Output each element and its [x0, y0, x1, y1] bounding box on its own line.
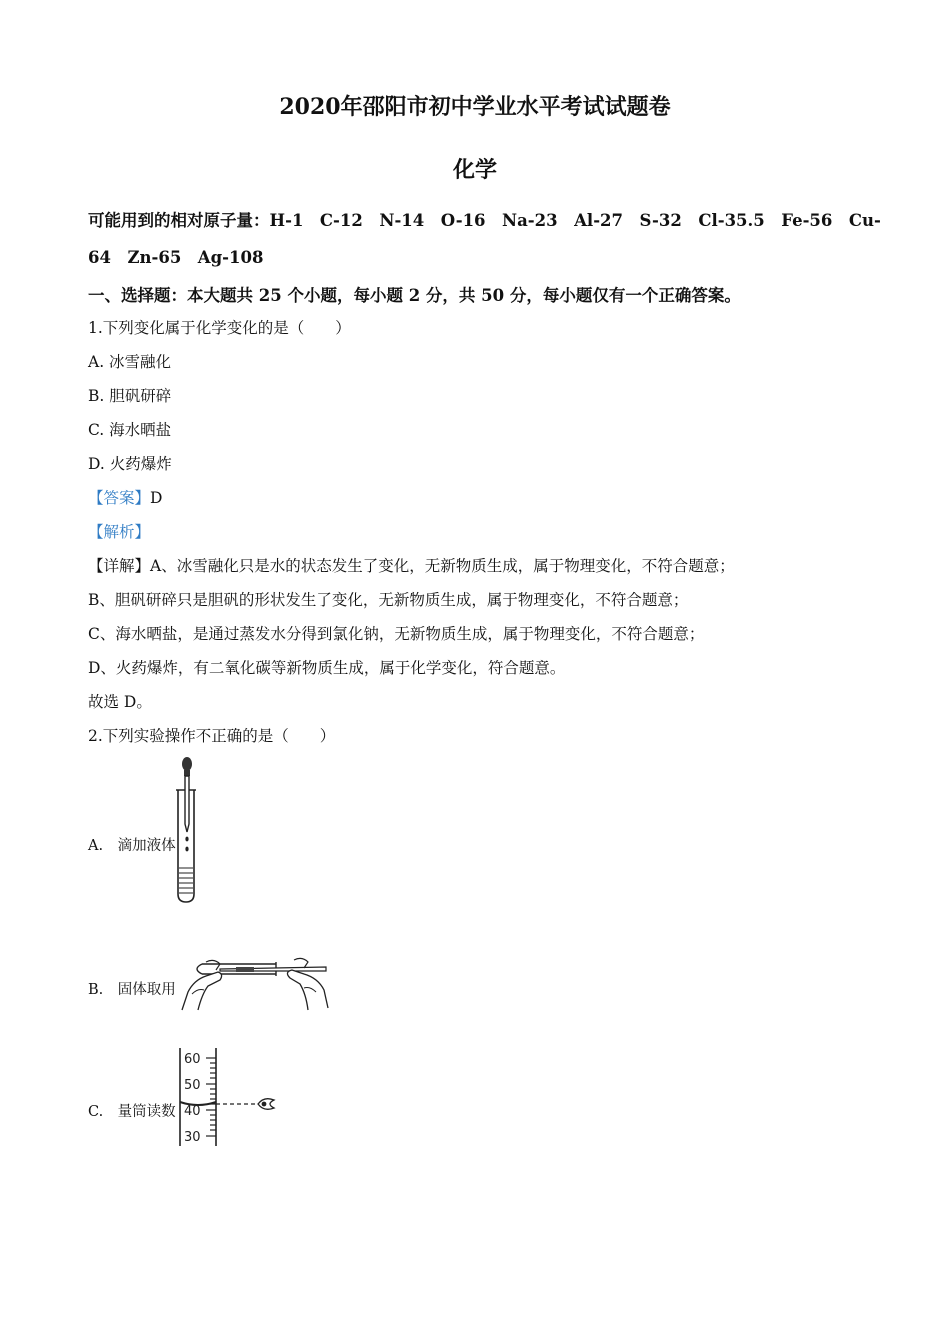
q1-option-a: A. 冰雪融化: [88, 353, 172, 371]
atomic-masses-line1: [88, 207, 881, 231]
subject-title: 化学: [452, 157, 497, 183]
cylinder-tick-40: 40: [184, 1104, 201, 1119]
section-heading: 一、选择题：本大题共 25 个小题，每小题 2 分，共 50 分，每小题仅有一个正确答案。: [88, 286, 741, 305]
atomic-masses-label: 可能用到的相对原子量：: [88, 211, 270, 230]
cylinder-tick-60: 60: [184, 1052, 201, 1067]
q2-option-a-label: A. 滴加液体: [88, 838, 176, 854]
atomic-masses-values-2: 64 Zn-65 Ag-108: [88, 248, 264, 267]
detail-line-b: B、胆矾研碎只是胆矾的形状发生了变化，无新物质生成，属于物理变化，不符合题意；: [88, 591, 689, 609]
hands-test-tube-icon: [180, 950, 330, 1012]
q1-answer: [88, 486, 162, 508]
q1-option-b: B. 胆矾研碎: [88, 387, 172, 405]
page-title: 2020年邵阳市初中学业水平考试试题卷: [279, 94, 671, 120]
graduated-cylinder-icon: [176, 1046, 276, 1148]
q1-option-d: D. 火药爆炸: [88, 455, 172, 473]
detail-text-a: A、冰雪融化只是水的状态发生了变化，无新物质生成，属于物理变化，不符合题意；: [150, 557, 735, 575]
eye-icon: [258, 1099, 274, 1110]
dropper-test-tube-icon: [172, 756, 206, 906]
answer-value: D: [150, 489, 163, 507]
q2-option-b-label: B. 固体取用: [88, 982, 176, 998]
q2-stem: 2.下列实验操作不正确的是（ ）: [88, 727, 336, 745]
cylinder-tick-30: 30: [184, 1130, 201, 1145]
q1-conclusion: 故选 D。: [88, 693, 152, 711]
q1-stem: 1.下列变化属于化学变化的是（ ）: [88, 319, 351, 337]
detail-tag: 【详解】: [88, 557, 151, 575]
q2-option-c-label: C. 量筒读数: [88, 1104, 176, 1120]
detail-line-d: D、火药爆炸，有二氧化碳等新物质生成，属于化学变化，符合题意。: [88, 659, 566, 677]
answer-tag: 【答案】: [88, 489, 151, 507]
analysis-tag: 【解析】: [88, 523, 151, 541]
detail-line-c: C、海水晒盐，是通过蒸发水分得到氯化钠，无新物质生成，属于物理变化，不符合题意；: [88, 625, 705, 643]
atomic-masses-values-1: H-1 C-12 N-14 O-16 Na-23 Al-27 S-32 Cl-35.5 Fe-56 Cu-: [269, 211, 881, 230]
detail-line-a: [88, 554, 735, 576]
cylinder-tick-50: 50: [184, 1078, 201, 1093]
q1-option-c: C. 海水晒盐: [88, 421, 172, 439]
